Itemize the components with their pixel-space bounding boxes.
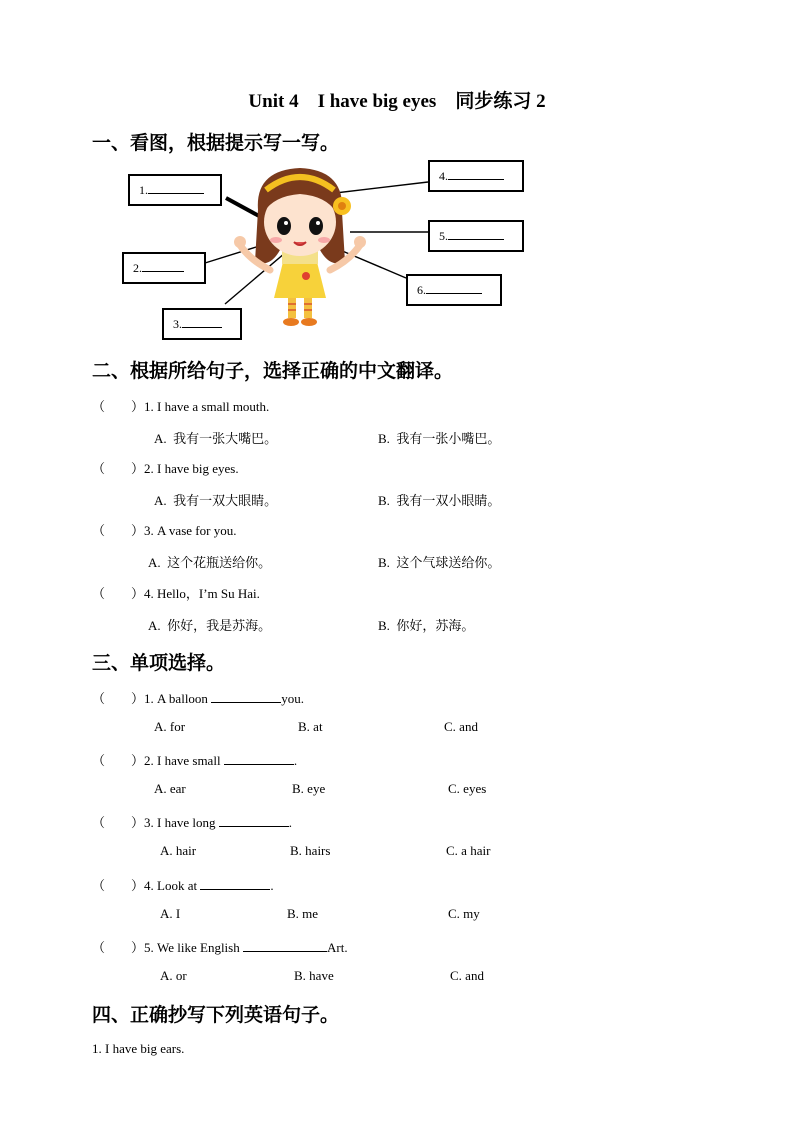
answer-paren[interactable]: （ ） — [92, 399, 145, 414]
s2-q4: （ ）4. Hello，I’m Su Hai. — [92, 586, 260, 601]
s2-q1-option-a: A. 我有一张大嘴巴。 — [154, 431, 278, 446]
label-box-3[interactable]: 3. — [162, 308, 242, 340]
answer-blank[interactable] — [224, 753, 294, 765]
girl-illustration — [0, 150, 794, 350]
s2-q2-option-a: A. 我有一双大眼睛。 — [154, 493, 278, 508]
answer-blank[interactable] — [148, 182, 204, 194]
s2-q2: （ ）2. I have big eyes. — [92, 461, 239, 476]
answer-blank[interactable] — [448, 228, 504, 240]
s3-q4-option-b: B. me — [287, 906, 319, 921]
s2-q4-option-a: A. 你好，我是苏海。 — [148, 618, 272, 633]
s3-q2-option-b: B. eye — [292, 781, 326, 796]
s3-q2-option-a: A. ear — [154, 781, 186, 796]
page-title: Unit 4 I have big eyes 同步练习 2 — [248, 91, 546, 112]
answer-paren[interactable]: （ ） — [92, 878, 145, 893]
section-1-heading: 一、看图，根据提示写一写。 — [92, 132, 340, 154]
answer-paren[interactable]: （ ） — [92, 691, 145, 706]
s3-q3-option-a: A. hair — [160, 843, 197, 858]
answer-paren[interactable]: （ ） — [92, 523, 145, 538]
answer-blank[interactable] — [142, 260, 184, 272]
label-box-5[interactable]: 5. — [428, 220, 524, 252]
answer-blank[interactable] — [211, 691, 281, 703]
s2-q4-option-b: B. 你好，苏海。 — [378, 618, 475, 633]
s3-q4-option-a: A. I — [160, 906, 181, 921]
label-box-6[interactable]: 6. — [406, 274, 502, 306]
answer-blank[interactable] — [200, 878, 270, 890]
s3-q5-option-b: B. have — [294, 968, 334, 983]
s2-q1-option-b: B. 我有一张小嘴巴。 — [378, 431, 501, 446]
section-2-heading: 二、根据所给句子，选择正确的中文翻译。 — [92, 360, 454, 382]
s3-q1: （ ）1. A balloon you. — [92, 691, 304, 706]
s3-q1-option-a: A. for — [154, 719, 186, 734]
s3-q3-option-b: B. hairs — [290, 843, 331, 858]
answer-blank[interactable] — [243, 940, 327, 952]
s3-q3: （ ）3. I have long . — [92, 815, 292, 830]
s3-q1-option-c: C. and — [444, 719, 478, 734]
answer-paren[interactable]: （ ） — [92, 940, 145, 955]
label-box-1[interactable]: 1. — [128, 174, 222, 206]
s4-item-1: 1. I have big ears. — [92, 1041, 185, 1056]
answer-paren[interactable]: （ ） — [92, 753, 145, 768]
s3-q5-option-c: C. and — [450, 968, 484, 983]
s2-q3: （ ）3. A vase for you. — [92, 523, 237, 538]
answer-blank[interactable] — [426, 282, 482, 294]
section-4-heading: 四、正确抄写下列英语句子。 — [92, 1004, 340, 1026]
s3-q4: （ ）4. Look at . — [92, 878, 274, 893]
s3-q2-option-c: C. eyes — [448, 781, 487, 796]
label-box-2[interactable]: 2. — [122, 252, 206, 284]
s2-q3-option-b: B. 这个气球送给你。 — [378, 555, 501, 570]
s3-q4-option-c: C. my — [448, 906, 480, 921]
answer-paren[interactable]: （ ） — [92, 815, 145, 830]
s2-q3-option-a: A. 这个花瓶送给你。 — [148, 555, 272, 570]
s3-q5: （ ）5. We like English Art. — [92, 940, 348, 955]
answer-paren[interactable]: （ ） — [92, 586, 145, 601]
section-3-heading: 三、单项选择。 — [92, 652, 226, 674]
s2-q2-option-b: B. 我有一双小眼睛。 — [378, 493, 501, 508]
answer-blank[interactable] — [448, 168, 504, 180]
s3-q2: （ ）2. I have small . — [92, 753, 298, 768]
answer-blank[interactable] — [219, 815, 289, 827]
label-box-4[interactable]: 4. — [428, 160, 524, 192]
s3-q3-option-c: C. a hair — [446, 843, 491, 858]
s3-q1-option-b: B. at — [298, 719, 323, 734]
answer-blank[interactable] — [182, 316, 222, 328]
s2-q1: （ ）1. I have a small mouth. — [92, 399, 270, 414]
answer-paren[interactable]: （ ） — [92, 461, 145, 476]
s3-q5-option-a: A. or — [160, 968, 187, 983]
